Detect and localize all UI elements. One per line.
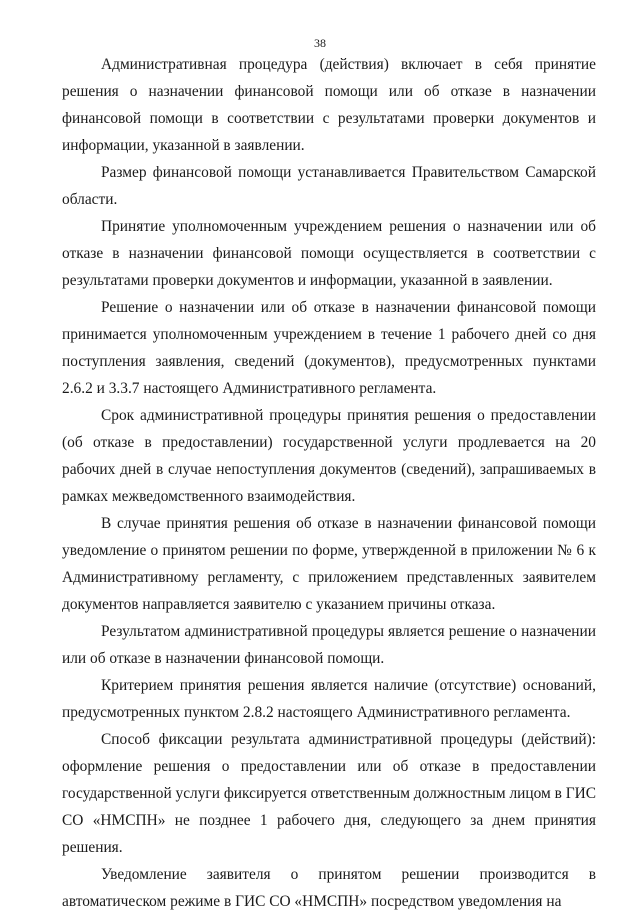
paragraph-decision-adoption: Принятие уполномоченным учреждением решения о назначении или об отказе в назначении финансовой помощи осуществляется в соответствии с результатами проверки документов и информации, указанной в заявлении. <box>62 218 596 289</box>
paragraph-decision-criterion: Критерием принятия решения является наличие (отсутствие) оснований, предусмотренных пунктом 2.8.2 настоящего Административного регламента. <box>62 677 596 721</box>
page-body <box>62 51 596 915</box>
paragraph-decision-deadline: Решение о назначении или об отказе в назначении финансовой помощи принимается уполномоченным учреждением в течение 1 рабочего дней со дня поступления заявления, сведений (документов), предусмотренных пунктами 2.6.2 и 3.3.7 настоящего Административного регламента. <box>62 299 596 397</box>
page-number: 38 <box>314 36 326 50</box>
paragraph-procedure-result: Результатом административной процедуры является решение о назначении или об отказе в назначении финансовой помощи. <box>62 623 596 667</box>
paragraph-aid-amount: Размер финансовой помощи устанавливается Правительством Самарской области. <box>62 164 596 208</box>
paragraph-applicant-notification: Уведомление заявителя о принятом решении производится в автоматическом режиме в ГИС СО «НМСПН» посредством уведомления на <box>62 866 596 910</box>
paragraph-result-recording: Способ фиксации результата административной процедуры (действий): оформление решения о предоставлении или об отказе в предоставлении государственной услуги фиксируется ответственным должностным лицом в ГИС СО «НМСПН» не позднее 1 рабочего дня, следующего за днем принятия решения. <box>62 731 597 856</box>
paragraph-refusal-notice: В случае принятия решения об отказе в назначении финансовой помощи уведомление о принятом решении по форме, утвержденной в приложении № 6 к Административному регламенту, с приложением представленных заявителем документов направляется заявителю с указанием причины отказа. <box>62 515 596 613</box>
paragraph-procedure-scope: Административная процедура (действия) включает в себя принятие решения о назначении финансовой помощи или об отказе в назначении финансовой помощи в соответствии с результатами проверки документов и информации, указанной в заявлении. <box>62 56 596 154</box>
paragraph-deadline-extension: Срок административной процедуры принятия решения о предоставлении (об отказе в предоставлении) государственной услуги продлевается на 20 рабочих дней в случае непоступления документов (сведений), запрашиваемых в рамках межведомственного взаимодействия. <box>62 407 596 505</box>
